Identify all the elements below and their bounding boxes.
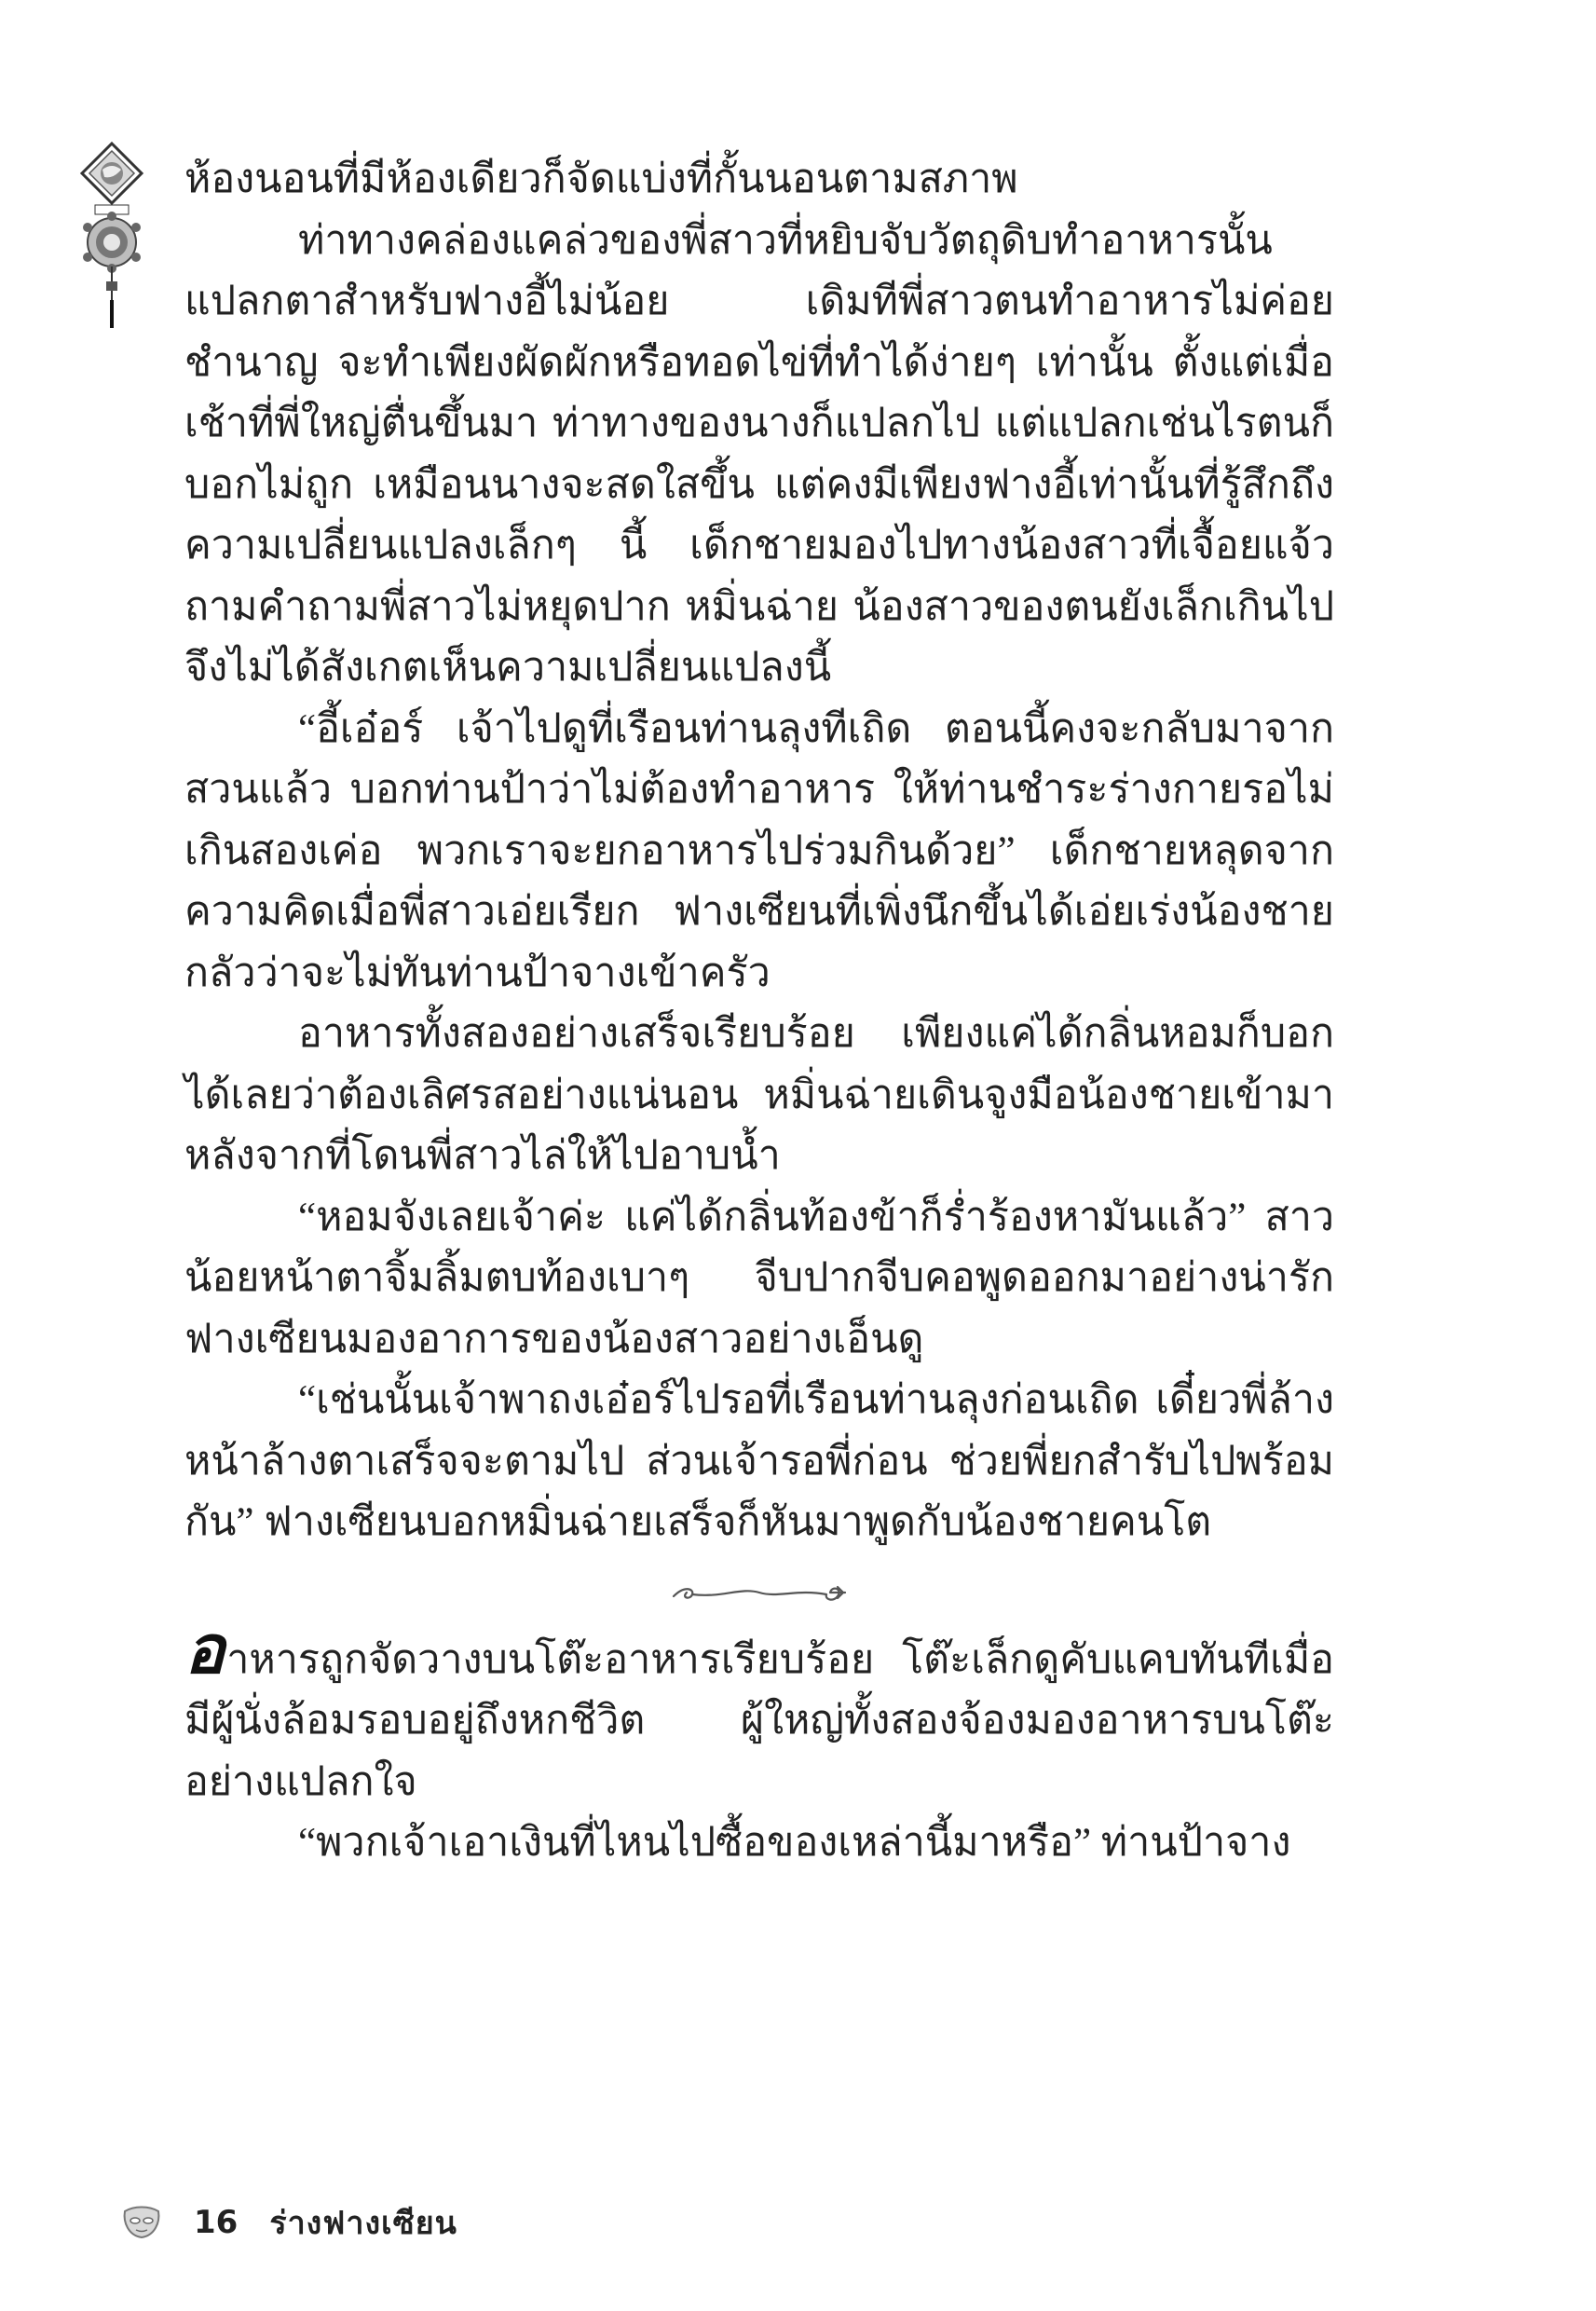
body-text bbox=[184, 149, 1334, 1874]
paragraph: ท่าทางคล่องแคล่วของพี่สาวที่หยิบจับวัตถุดิบทำอาหารนั้นแปลกตาสำหรับฟางอี้ไม่น้อย เดิมทีพี่สาวตนทำอาหารไม่ค่อยชำนาญ จะทำเพียงผัดผักหรือทอดไข่ที่ทำได้ง่ายๆ เท่านั้น ตั้งแต่เมื่อเช้าที่พี่ใหญ่ตื่นขึ้นมา ท่าทางของนางก็แปลกไป แต่แปลกเช่นไรตนก็บอกไม่ถูก เหมือนนางจะสดใสขึ้น แต่คงมีเพียงฟางอี้เท่านั้นที่รู้สึกถึงความเปลี่ยนแปลงเล็กๆ นี้ เด็กชายมองไปทางน้องสาวที่เจื้อยแจ้วถามคำถามพี่สาวไม่หยุดปาก หมิ่นฉ่าย น้องสาวของตนยังเล็กเกินไป จึงไม่ได้สังเกตเห็นความเปลี่ยนแปลงนี้ bbox=[184, 218, 1334, 690]
paragraph: “หอมจังเลยเจ้าค่ะ แค่ได้กลิ่นท้องข้าก็ร่ำร้องหามันแล้ว” สาวน้อยหน้าตาจิ้มลิ้มตบท้องเบาๆ จีบปากจีบคอพูดออกมาอย่างน่ารัก ฟางเซียนมองอาการของน้องสาวอย่างเอ็นดู bbox=[184, 1195, 1334, 1361]
mask-icon bbox=[121, 2204, 162, 2241]
publisher-logo-icon bbox=[65, 142, 177, 337]
paragraph: “อี้เอ๋อร์ เจ้าไปดูที่เรือนท่านลุงทีเถิด ตอนนี้คงจะกลับมาจากสวนแล้ว บอกท่านป้าว่าไม่ต้องทำอาหาร ให้ท่านชำระร่างกายรอไม่เกินสองเค่อ พวกเราจะยกอาหารไปร่วมกินด้วย” เด็กชายหลุดจากความคิดเมื่อพี่สาวเอ่ยเรียก ฟางเซียนที่เพิ่งนึกขึ้นได้เอ่ยเร่งน้องชาย กลัวว่าจะไม่ทันท่านป้าจางเข้าครัว bbox=[184, 706, 1334, 995]
page-footer bbox=[121, 2195, 457, 2250]
section-opening-paragraph bbox=[184, 1609, 1334, 1813]
drop-initial: อ bbox=[184, 1609, 225, 1689]
section-divider bbox=[184, 1559, 1334, 1630]
book-title: ร่างฟางเซียน bbox=[269, 2205, 457, 2242]
paragraph: “เช่นนั้นเจ้าพาถงเอ๋อร์ไปรอที่เรือนท่านลุงก่อนเถิด เดี๋ยวพี่ล้างหน้าล้างตาเสร็จจะตามไป ส่วนเจ้ารอพี่ก่อน ช่วยพี่ยกสำรับไปพร้อมกัน” ฟางเซียนบอกหมิ่นฉ่ายเสร็จก็หันมาพูดกับน้องชายคนโต bbox=[184, 1378, 1334, 1544]
page-number: 16 bbox=[194, 2204, 239, 2241]
paragraph: ห้องนอนที่มีห้องเดียวก็จัดแบ่งที่กั้นนอนตามสภาพ bbox=[184, 157, 1018, 201]
section-opening-text: าหารถูกจัดวางบนโต๊ะอาหารเรียบร้อย โต๊ะเล็กดูคับแคบทันทีเมื่อมีผู้นั่งล้อมรอบอยู่ถึงหกชีวิต ผู้ใหญ่ทั้งสองจ้องมองอาหารบนโต๊ะอย่างแปลกใจ bbox=[184, 1637, 1334, 1804]
flourish-divider-icon bbox=[666, 1576, 853, 1613]
paragraph: “พวกเจ้าเอาเงินที่ไหนไปซื้อของเหล่านี้มาหรือ” ท่านป้าจาง bbox=[298, 1821, 1291, 1865]
paragraph: อาหารทั้งสองอย่างเสร็จเรียบร้อย เพียงแค่ได้กลิ่นหอมก็บอกได้เลยว่าต้องเลิศรสอย่างแน่นอน หมิ่นฉ่ายเดินจูงมือน้องชายเข้ามาหลังจากที่โดนพี่สาวไล่ให้ไปอาบน้ำ bbox=[184, 1012, 1334, 1178]
